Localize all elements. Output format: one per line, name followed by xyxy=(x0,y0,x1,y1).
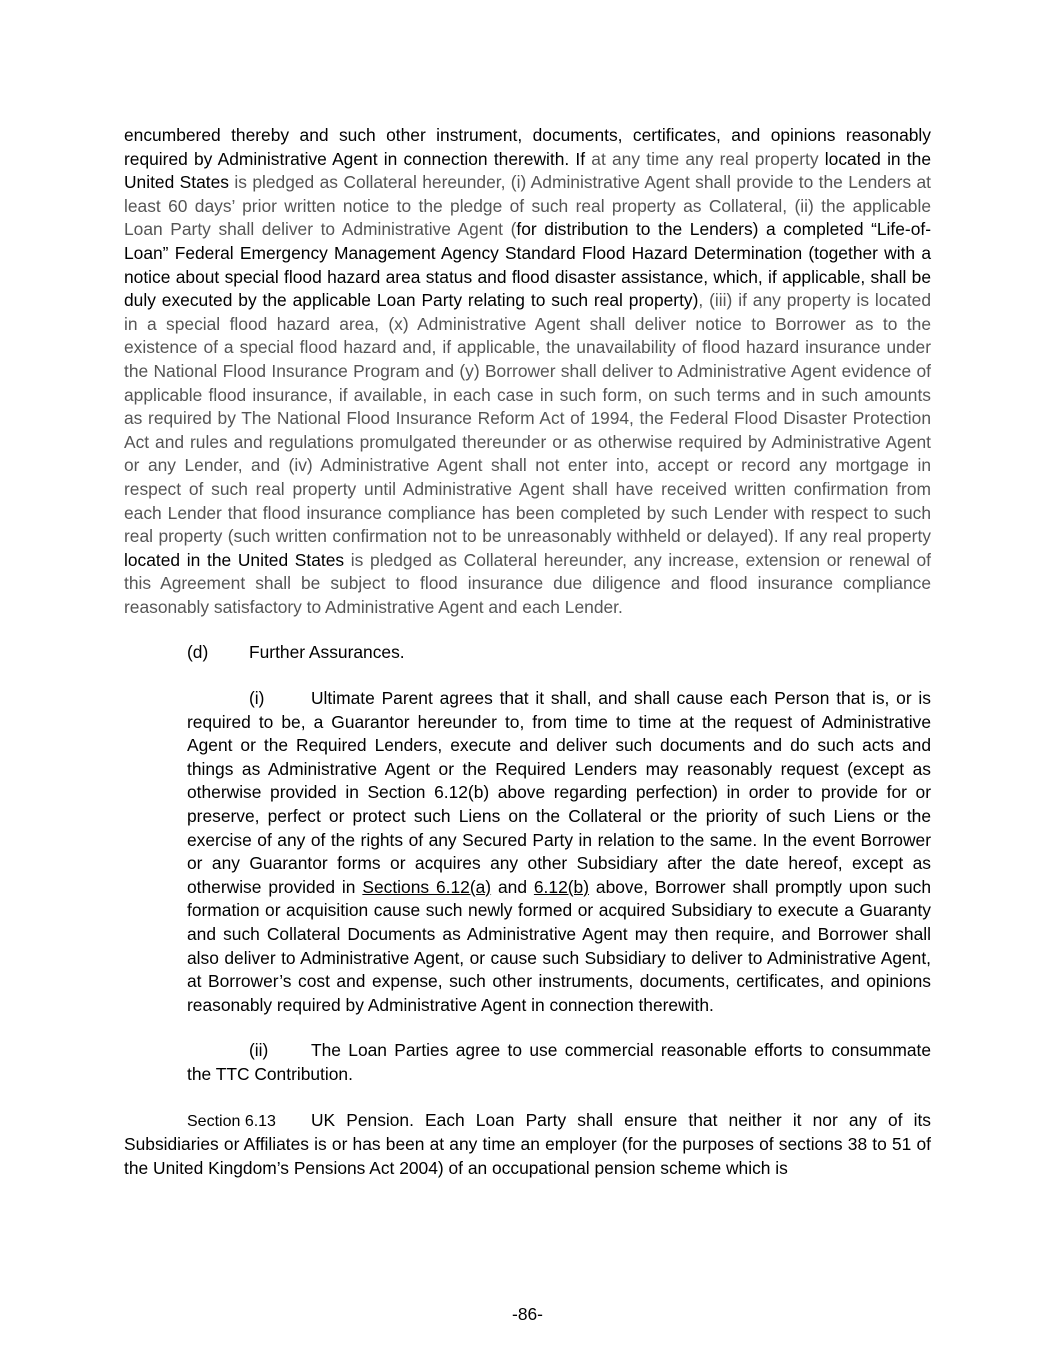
section-6-13-number: Section 6.13 xyxy=(187,1112,276,1130)
text-run: for distribution to the Lenders) a completed “Life-of-Loan” Federal Emergency Management Agency Standard Flood Hazard Determination (together with a notice about special flood hazard area status and flood disaster assistance, which, if applicable, shall be duly executed by the applicable Loan Party relating to such real property) xyxy=(124,219,932,311)
text-run: UK Pension. Each Loan Party shall ensure that neither it nor any of its Subsidiaries or Affiliates is or has been at any time an employer (for the purposes of sections 38 to 51 of the United Kingdom’s Pensions Act 2004) of an occupational pension scheme which is xyxy=(124,1109,931,1178)
text-run: above, Borrower shall promptly upon such formation or acquisition cause such newly formed or acquired Subsidiary to execute a Guaranty and such Collateral Documents as Administrative Agent may then require, and Borrower shall also deliver to Administrative Agent, or cause such Subsidiary to deliver to Administrative Agent, at Borrower’s cost and expense, such other instruments, documents, certificates, and opinions reasonably required by Administrative Agent in connection therewith. xyxy=(187,876,932,1015)
section-6-12a-reference: Sections 6.12(a) xyxy=(362,876,492,897)
text-run: is pledged as Collateral hereunder, any increase, extension or renewal of this Agreement shall be subject to flood insurance due diligence and flood insurance compliance reasonably satisfactory to Administrative Agent and each Lender. xyxy=(124,549,931,617)
flood-insurance-paragraph xyxy=(124,124,931,619)
text-run: Ultimate Parent agrees that it shall, and shall cause each Person that is, or is required to be, a Guarantor hereunder to, from time to time at the request of Administrative Agent or the Required Lenders, execute and deliver such documents and do such acts and things as Administrative Agent or the Required Lenders may reasonably request (except as otherwise provided in Section 6.12(b) above regarding perfection) in order to provide for or preserve, perfect or protect such Liens on the Collateral or the priority of such Liens or the exercise of any of the rights of any Secured Party in relation to the same. In the event Borrower or any Guarantor forms or acquires any other Subsidiary after the date hereof, except as otherwise provided in xyxy=(187,688,931,897)
text-run: encumbered thereby and such other instrument, documents, certificates, and opinions reasonably required by Administrative Agent in connection therewith. If xyxy=(124,125,931,169)
subsection-i-paragraph xyxy=(187,687,931,1017)
text-run: and xyxy=(491,876,534,897)
text-run: located in the United States xyxy=(124,549,351,570)
text-run: is pledged as Collateral hereunder, (i) Administrative Agent shall provide to the Lenders at least 60 days’ prior written notice to the pledge of such real property as Collateral, (ii) the applicable Loan Party shall deliver to Administrative Agent ( xyxy=(124,172,931,240)
subsection-i-number: (i) xyxy=(249,688,265,709)
section-d-number: (d) xyxy=(187,642,209,663)
section-6-13-paragraph xyxy=(124,1109,931,1181)
section-d-heading xyxy=(124,641,931,665)
section-6-12b-reference: 6.12(b) xyxy=(533,876,589,897)
text-run: The Loan Parties agree to use commercial reasonable efforts to consummate the TTC Contribution. xyxy=(187,1040,931,1084)
section-d-title: Further Assurances. xyxy=(249,642,405,663)
page-number: -86- xyxy=(512,1304,543,1324)
text-run: at any time any real property xyxy=(591,148,825,169)
subsection-ii-paragraph xyxy=(187,1039,931,1086)
text-run: , (iii) if any property is located in a special flood hazard area, (x) Administrative Agent shall deliver notice to Borrower as to the existence of a special flood hazard and, if applicable, the unavailability of flood hazard insurance under the National Flood Insurance Program and (y) Borrower shall deliver to Administrative Agent evidence of applicable flood insurance, if available, in each case in such form, on such terms and in such amounts as required by The National Flood Insurance Reform Act of 1994, the Federal Flood Disaster Protection Act and rules and regulations promulgated thereunder or as otherwise required by Administrative Agent or any Lender, and (iv) Administrative Agent shall not enter into, accept or record any mortgage in respect of such real property until Administrative Agent shall have received written confirmation from each Lender that flood insurance compliance has been completed by such Lender with respect to such real property (such written confirmation not to be unreasonably withheld or delayed). If any real property xyxy=(124,290,931,547)
document-page xyxy=(124,124,931,1180)
subsection-ii-number: (ii) xyxy=(249,1040,269,1061)
text-run: located in the United States xyxy=(124,148,931,193)
